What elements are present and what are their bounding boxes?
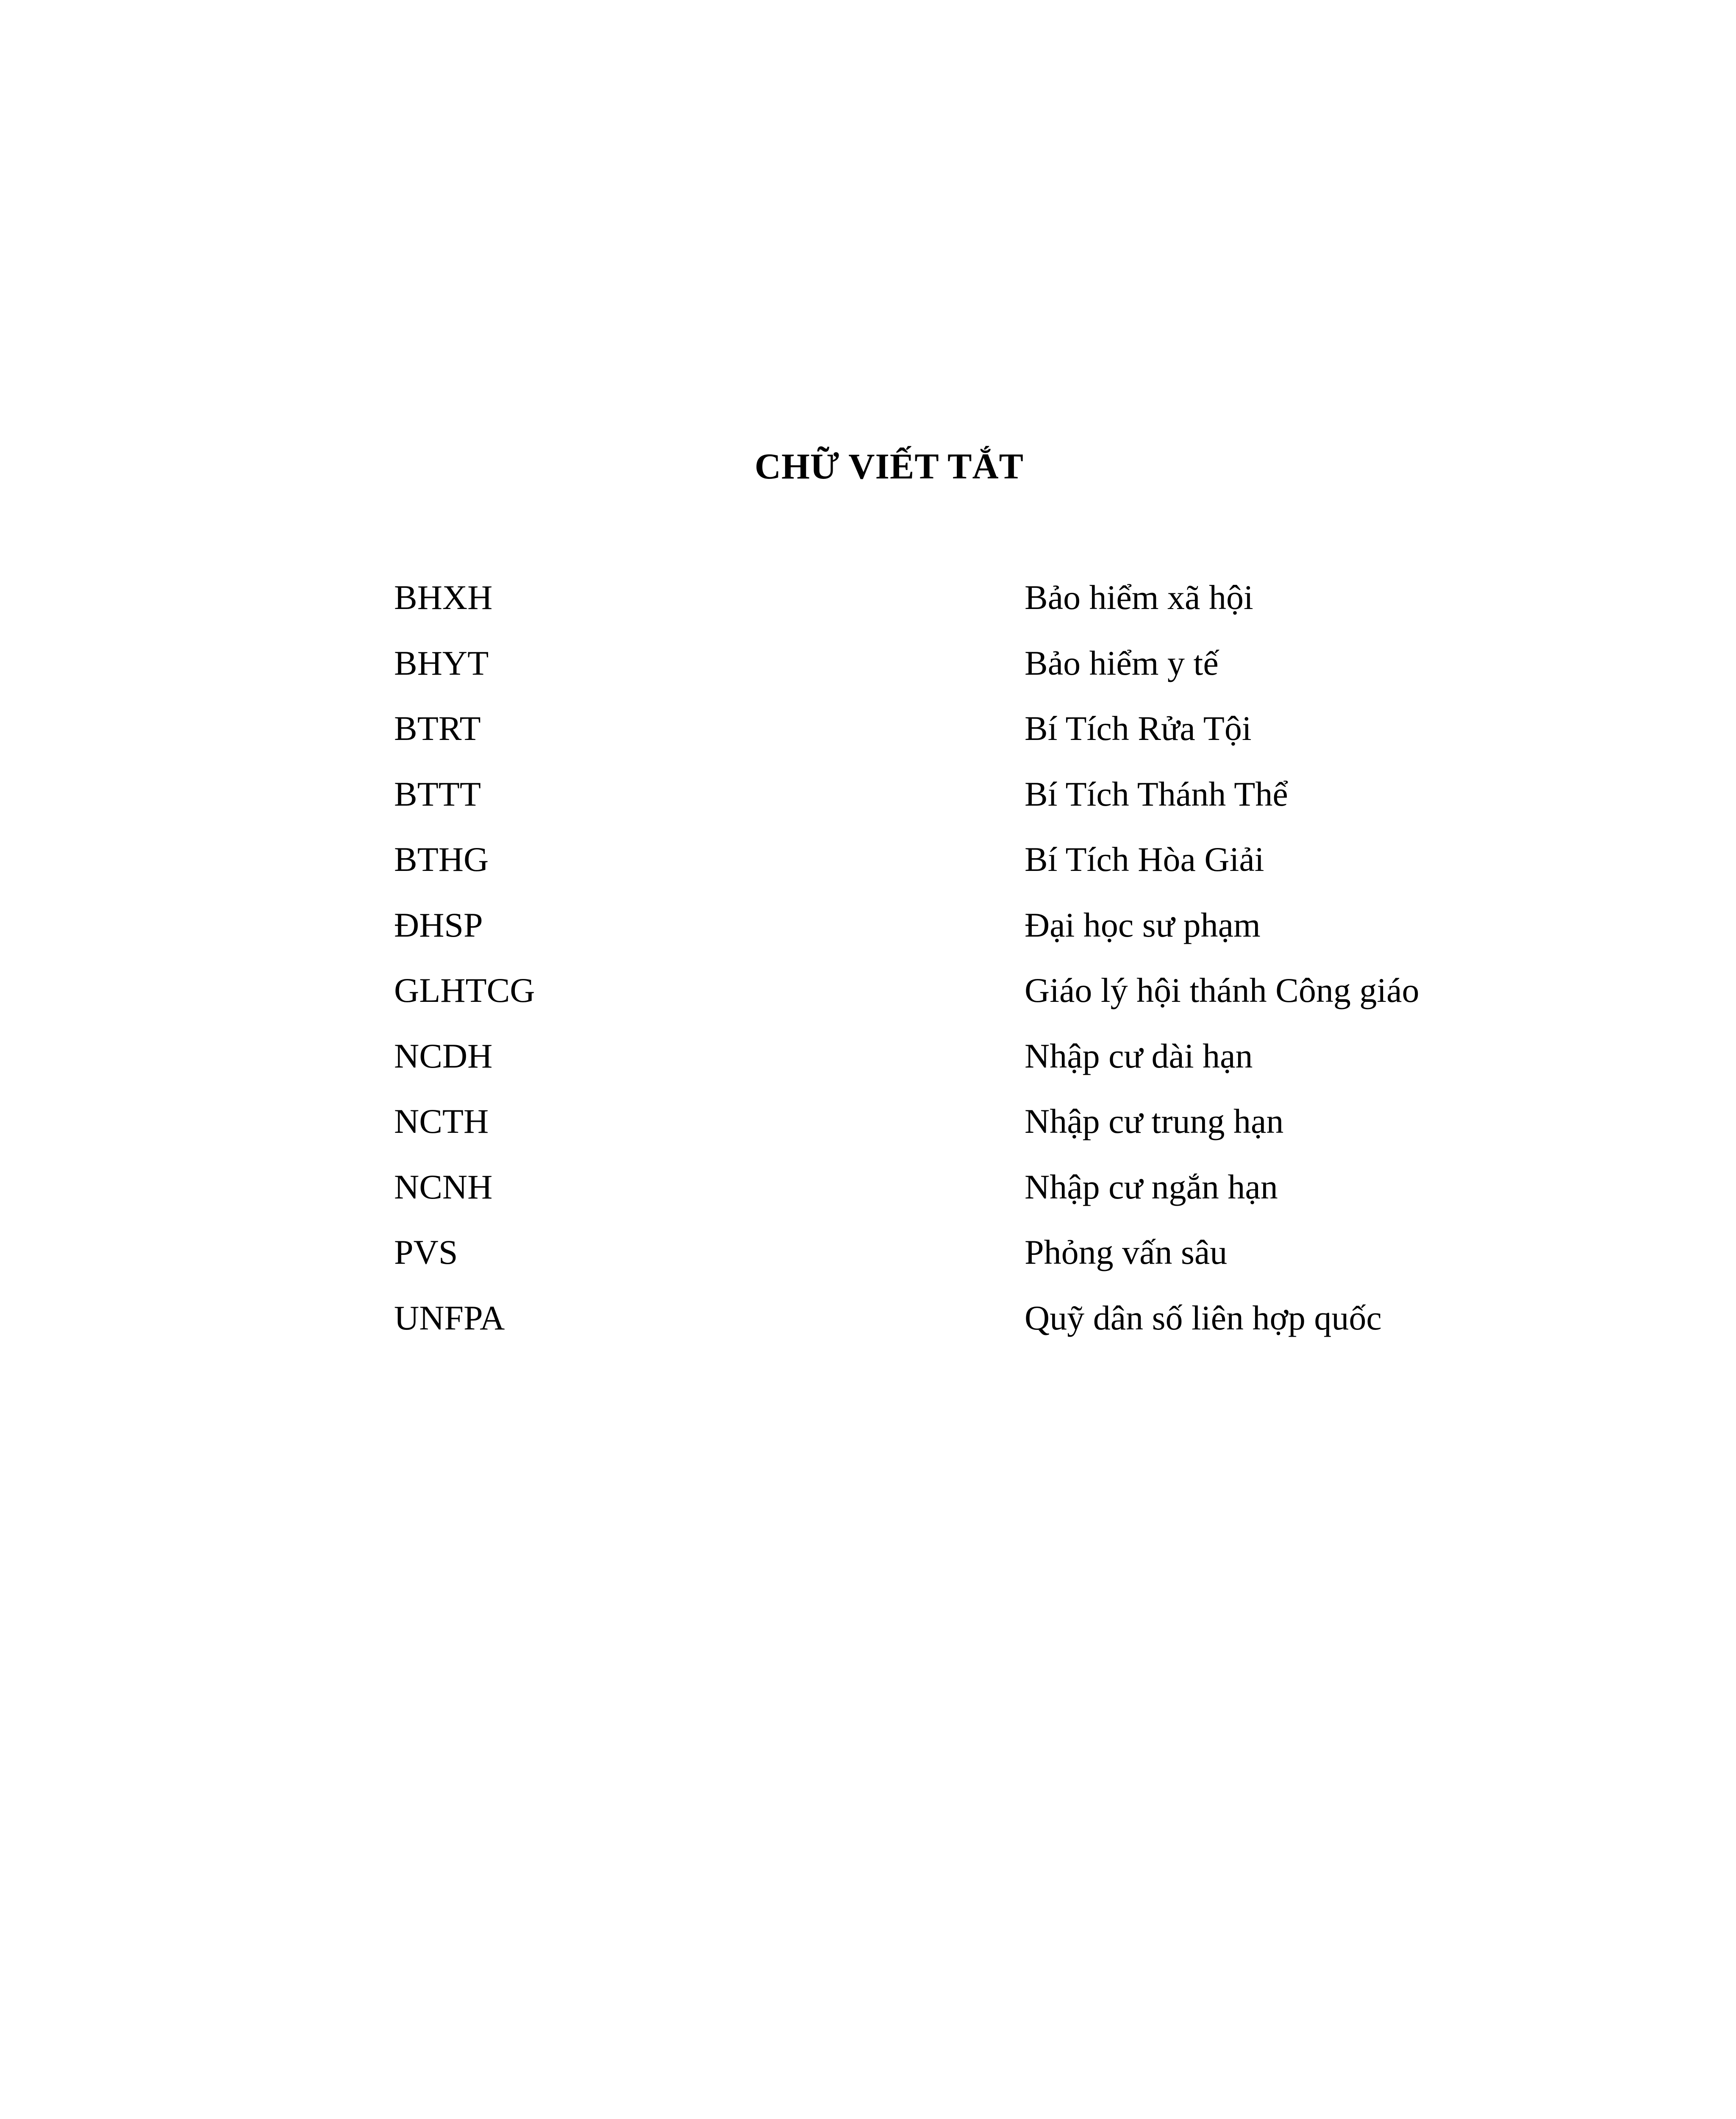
- abbreviation-row: [394, 701, 1623, 767]
- abbreviation-row: [394, 1160, 1623, 1225]
- abbreviation-definition: Bí Tích Rửa Tội: [1025, 709, 1252, 748]
- abbreviation-definition: Nhập cư ngắn hạn: [1025, 1167, 1278, 1206]
- abbreviation-definition: Bảo hiểm xã hội: [1025, 578, 1253, 617]
- abbreviation-term: GLHTCG: [394, 971, 535, 1009]
- abbreviation-row: [394, 1029, 1623, 1094]
- abbreviation-definition: Phỏng vấn sâu: [1025, 1233, 1228, 1271]
- abbreviation-term: BTRT: [394, 709, 481, 748]
- abbreviation-term: PVS: [394, 1233, 458, 1271]
- abbreviation-term: ĐHSP: [394, 905, 483, 944]
- abbreviation-row: [394, 636, 1623, 701]
- abbreviation-row: [394, 832, 1623, 898]
- abbreviation-term: BHXH: [394, 578, 493, 617]
- abbreviation-list: [394, 570, 1623, 1356]
- abbreviation-row: [394, 570, 1623, 636]
- abbreviation-row: [394, 767, 1623, 832]
- abbreviation-definition: Nhập cư trung hạn: [1025, 1102, 1284, 1140]
- abbreviation-term: BTTT: [394, 774, 481, 813]
- abbreviation-row: [394, 1290, 1623, 1356]
- abbreviation-row: [394, 1225, 1623, 1290]
- abbreviation-definition: Nhập cư dài hạn: [1025, 1036, 1253, 1075]
- abbreviation-term: BHYT: [394, 643, 489, 682]
- abbreviation-definition: Quỹ dân số liên hợp quốc: [1025, 1298, 1382, 1337]
- page-title: CHỮ VIẾT TẮT: [755, 446, 1024, 487]
- abbreviation-definition: Bí Tích Hòa Giải: [1025, 840, 1264, 879]
- abbreviation-definition: Đại học sư phạm: [1025, 905, 1261, 944]
- abbreviation-definition: Giáo lý hội thánh Công giáo: [1025, 971, 1419, 1009]
- abbreviation-definition: Bảo hiểm y tế: [1025, 643, 1219, 682]
- abbreviation-term: NCNH: [394, 1167, 493, 1206]
- abbreviation-term: NCDH: [394, 1036, 493, 1075]
- abbreviation-term: UNFPA: [394, 1298, 505, 1337]
- abbreviation-term: BTHG: [394, 840, 489, 879]
- abbreviation-row: [394, 963, 1623, 1029]
- abbreviation-row: [394, 898, 1623, 963]
- abbreviation-term: NCTH: [394, 1102, 489, 1140]
- abbreviation-definition: Bí Tích Thánh Thể: [1025, 774, 1288, 813]
- abbreviation-row: [394, 1094, 1623, 1160]
